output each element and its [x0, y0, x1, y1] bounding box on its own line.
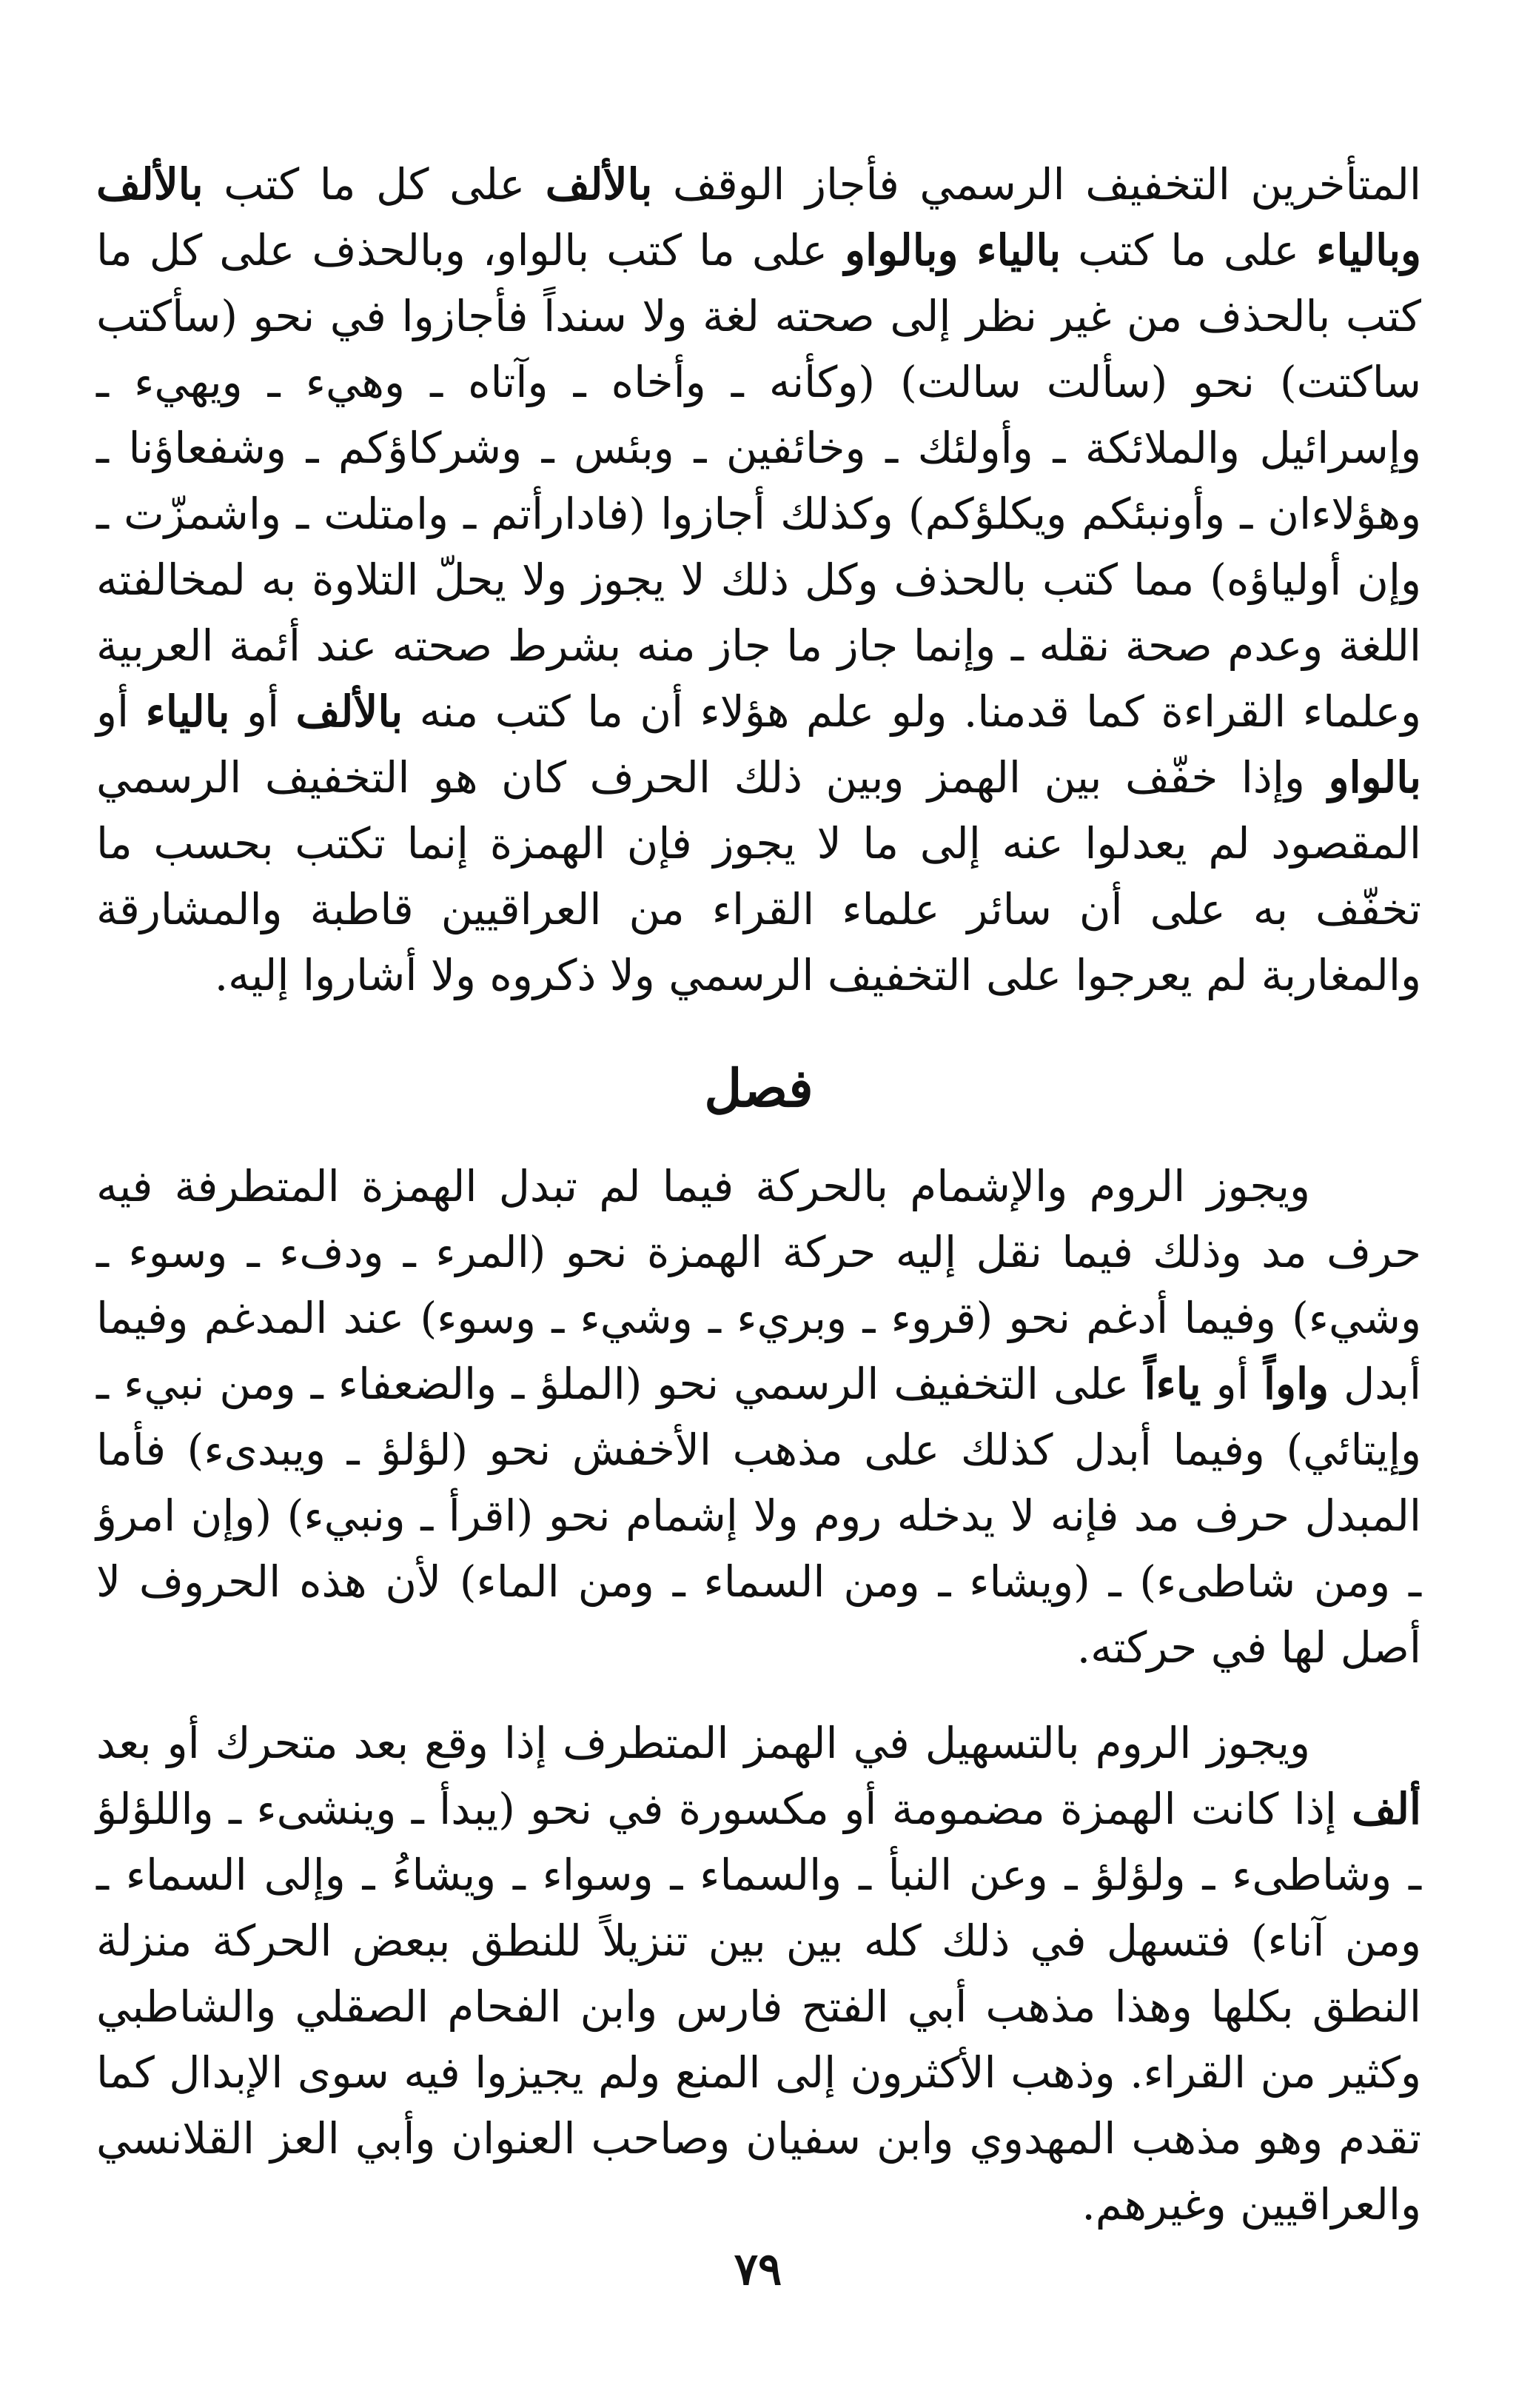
paragraph-2-bold-2: ياءاً — [1144, 1359, 1201, 1409]
paragraph-3 — [96, 1710, 1421, 2238]
paragraph-1-bold-1: بالألف — [545, 159, 653, 210]
paragraph-2-text-2: أو — [1201, 1359, 1264, 1409]
paragraph-2-bold-1: واواً — [1263, 1359, 1329, 1409]
paragraph-1-text-5: أو — [229, 686, 296, 737]
section-heading: فصل — [704, 1057, 814, 1119]
paragraph-1-bold-2: بالألف وبالياء — [96, 159, 1421, 275]
paragraph-1-text-2: على كل ما كتب — [203, 159, 546, 210]
paragraph-1-text-4: على ما كتب بالواو، وبالحذف على كل ما كتب بالحذف من غير نظر إلى صحته لغة ولا سنداً فأجازوا في نحو (سأكتب ساكتت) نحو (سألت سالت) (وكأنه ـ وأخاه ـ وآتاه ـ وهيء ـ ويهيء ـ وإسرائيل والملائكة ـ وأولئك ـ وخائفين ـ وبئس ـ وشركاؤكم ـ وشفعاؤنا ـ وهؤلاءان ـ وأونبئكم ويكلؤكم) وكذلك أجازوا (فادارأتم ـ وامتلت ـ واشمزّت ـ وإن أولياؤه) مما كتب بالحذف وكل ذلك لا يجوز ولا يحلّ التلاوة به لمخالفته اللغة وعدم صحة نقله ـ وإنما جاز ما جاز منه بشرط صحته عند أئمة العربية وعلماء القراءة كما قدمنا. ولو علم هؤلاء أن ما كتب منه — [96, 225, 1422, 737]
paragraph-2-text-1: ويجوز الروم والإشمام بالحركة فيما لم تبدل الهمزة المتطرفة فيه حرف مد وذلك فيما نقل إليه حركة الهمزة نحو (المرء ـ ودفء ـ وسوء ـ وشيء) وفيما أدغم نحو (قروء ـ وبريء ـ وشيء ـ وسوء) عند المدغم وفيما أبدل — [96, 1161, 1421, 1409]
paragraph-1-text-3: على ما كتب — [1061, 225, 1317, 275]
paragraph-1-text-7: وإذا خفّف بين الهمز وبين ذلك الحرف كان هو التخفيف الرسمي المقصود لم يعدلوا عنه إلى ما لا يجوز فإن الهمزة إنما تكتب بحسب ما تخفّف به على أن سائر علماء القراء من العراقيين قاطبة والمشارقة والمغاربة لم يعرجوا على التخفيف الرسمي ولا ذكروه ولا أشاروا إليه. — [96, 752, 1421, 1000]
page-number: ٧٩ — [734, 2244, 782, 2295]
paragraph-2-text-3: على التخفيف الرسمي نحو (الملؤ ـ والضعفاء ـ ومن نبيء ـ وإيتائي) وفيما أبدل كذلك على مذهب الأخفش نحو (لؤلؤ ـ ويبدىء) فأما المبدل حرف مد فإنه لا يدخله روم ولا إشمام نحو (اقرأ ـ ونبيء) (وإن امرؤ ـ ومن شاطىء) ـ (ويشاء ـ ومن السماء ـ ومن الماء) لأن هذه الحروف لا أصل لها في حركته. — [96, 1359, 1421, 1673]
paragraph-gap — [96, 1681, 1421, 1710]
paragraph-1-bold-5: بالياء — [145, 686, 230, 737]
book-page — [96, 152, 1421, 2344]
paragraph-1-bold-3: بالياء وبالواو — [844, 225, 1061, 275]
paragraph-1-bold-4: بالألف — [295, 686, 403, 737]
paragraph-1-bold-6: بالواو — [1328, 752, 1422, 803]
paragraph-1-text-6: أو — [96, 686, 146, 737]
paragraph-3-text-1: ويجوز الروم بالتسهيل في الهمز المتطرف إذا وقع بعد متحرك أو بعد — [96, 1718, 1310, 1768]
paragraph-3-text-2: إذا كانت الهمزة مضمومة أو مكسورة في نحو (يبدأ ـ وينشىء ـ واللؤلؤ ـ وشاطىء ـ ولؤلؤ ـ وعن النبأ ـ والسماء ـ وسواء ـ ويشاءُ ـ وإلى السماء ـ ومن آناء) فتسهل في ذلك كله بين بين تنزيلاً للنطق ببعض الحركة منزلة النطق بكلها وهذا مذهب أبي الفتح فارس وابن الفحام الصقلي والشاطبي وكثير من القراء. وذهب الأكثرون إلى المنع ولم يجيزوا فيه سوى الإبدال كما تقدم وهو مذهب المهدوي وابن سفيان وصاحب العنوان وأبي العز القلانسي والعراقيين وغيرهم. — [96, 1784, 1421, 2230]
paragraph-2 — [96, 1154, 1421, 1681]
paragraph-1 — [96, 152, 1421, 1009]
paragraph-1-text-1: المتأخرين التخفيف الرسمي فأجاز الوقف — [652, 159, 1421, 210]
paragraph-3-bold-1: ألف — [1352, 1784, 1421, 1834]
